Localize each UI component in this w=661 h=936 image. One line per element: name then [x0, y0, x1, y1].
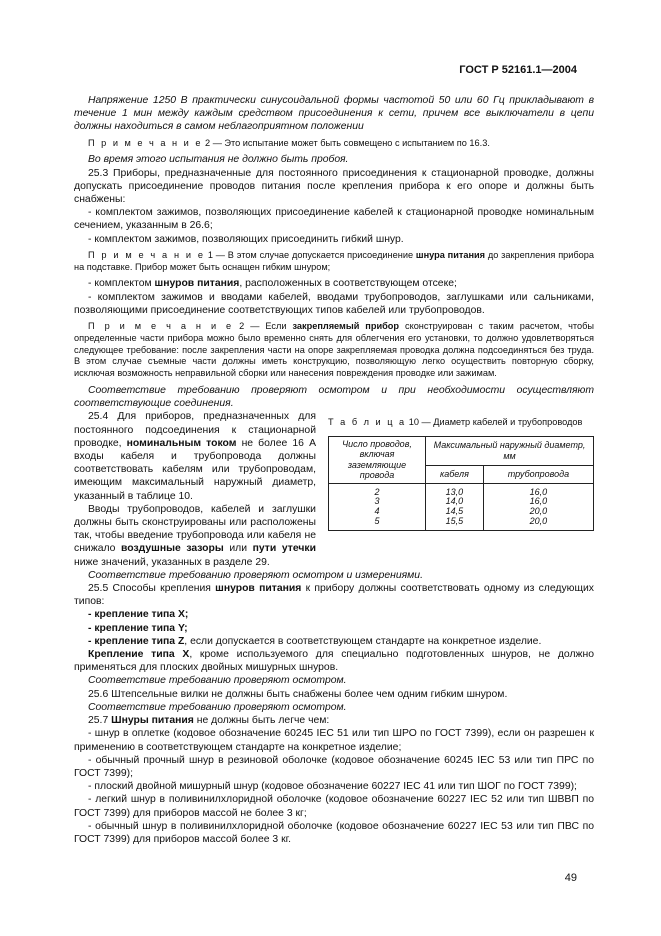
- table-10: [328, 436, 594, 531]
- note-combine-test: [74, 138, 594, 150]
- list-item-cord-compartment: - комплектом шнуров питания, расположенных в соответствующем отсеке;: [88, 278, 457, 290]
- list-item-type-z: - крепление типа Z, если допускается в соответствующем стандарте на конкретное изделие.: [88, 635, 542, 647]
- list-item-fixed-wiring: - комплектом зажимов, позволяющих присоединение кабелей к стационарной проводке номинальным сечением, указанным в 26.6;: [74, 207, 594, 232]
- section-25-4-text: [74, 410, 316, 568]
- list-item-flexible-cord: - комплектом зажимов, позволяющих присоединить гибкий шнур.: [88, 233, 404, 245]
- list-item-ordinary-pvc-cord: - обычный шнур в поливинилхлоридной оболочке (кодовое обозначение 60227 IEC 53 или тип ПВС по ГОСТ 7399) для приборов массой более 3 кг.: [74, 820, 594, 845]
- paragraph-compliance-1: Соответствие требованию проверяют осмотром.: [88, 675, 347, 687]
- note-label: П р и м е ч а н и е: [88, 137, 203, 148]
- list-item-type-y: - крепление типа Y;: [88, 622, 188, 634]
- paragraph-25-5: 25.5 Способы крепления шнуров питания к прибору должны соответствовать одному из следующих типов:: [74, 583, 594, 608]
- list-item-type-x: - крепление типа X;: [88, 609, 189, 621]
- document-id-header: ГОСТ Р 52161.1—2004: [459, 64, 577, 76]
- paragraph-25-3: 25.3 Приборы, предназначенные для постоянного присоединения к стационарной проводке, должны допускать присоединение проводов питания после крепления прибора к его опоре и должны быть снабжены:: [74, 167, 594, 206]
- page-number: 49: [564, 872, 577, 884]
- table-header-cable: кабеля: [426, 466, 484, 484]
- note-label: П р и м е ч а н и е: [88, 321, 234, 332]
- note-label: П р и м е ч а н и е: [88, 249, 205, 260]
- table-caption: Т а б л и ц а 10 — Диаметр кабелей и трубопроводов: [328, 417, 583, 428]
- paragraph-compliance-inspection: Соответствие требованию проверяют осмотром и при необходимости осуществляют соответствующие соединения.: [74, 385, 594, 410]
- list-item-light-pvc-cord: - легкий шнур в поливинилхлоридной оболочке (кодовое обозначение 60227 IEC 52 или тип ШВВП по ГОСТ 7399) для приборов массой не более 3 кг;: [74, 794, 594, 819]
- paragraph-25-7: 25.7 Шнуры питания не должны быть легче чем:: [88, 715, 330, 727]
- note-fixed-appliance: П р и м е ч а н и е 2 — Если закрепляемый прибор сконструирован с таким расчетом, чтобы определенные части прибора можно было временно снять для облегчения его установки, то должно удовлетворяться следующее требование: после закрепления части на опоре закрепляемая проводка должна подсоединяться без труда. В этом случае съемные части должны иметь конструкцию, позволяющую легко осуществить повторную сборку, исключая возможность неправильной сборки или нанесения повреждения проводке или зажимам.: [74, 321, 594, 379]
- list-item-tinsel-cord: - плоский двойной мишурный шнур (кодовое обозначение 60227 IEC 41 или тип ШОГ по ГОСТ 7399);: [88, 781, 577, 793]
- list-item-braided-cord: - шнур в оплетке (кодовое обозначение 60245 IEC 51 или тип ШРО по ГОСТ 7399), если он разрешен к применению в соответствующем стандарте на конкретное изделие;: [74, 728, 594, 753]
- section-25-4: [74, 410, 594, 568]
- paragraph-compliance-measure: Соответствие требованию проверяют осмотром и измерениями.: [88, 569, 423, 581]
- page-body: [74, 62, 594, 846]
- table-column-cable: 13,0 14,0 14,5 15,5: [426, 483, 484, 530]
- paragraph-25-4: 25.4 Для приборов, предназначенных для постоянного подсоединения к стационарной проводке, номинальным током не более 16 А входы кабеля и трубопровода должны соответствовать кабелям или трубопроводам, имеющим максимальный наружный диаметр, указанный в таблице 10.: [74, 411, 316, 502]
- table-header-wires: Число проводов, включая заземляющие провода: [329, 436, 426, 483]
- table-header-diameter: Максимальный наружный диаметр, мм: [426, 436, 594, 465]
- list-item-rubber-cord: - обычный прочный шнур в резиновой оболочке (кодовое обозначение 60245 IEC 53 или тип ПРС по ГОСТ 7399);: [74, 754, 594, 779]
- table-header-conduit: трубопровода: [483, 466, 593, 484]
- table-10-block: [328, 410, 594, 568]
- paragraph-compliance-2: Соответствие требованию проверяют осмотром.: [88, 701, 347, 713]
- paragraph-25-6: 25.6 Штепсельные вилки не должны быть снабжены более чем одним гибким шнуром.: [88, 688, 508, 700]
- list-item-cable-entries: - комплектом зажимов и вводами кабелей, вводами трубопроводов, заглушками или сальниками, позволяющими присоединение соответствующих типов кабелей или трубопроводов.: [74, 291, 594, 316]
- note-text: 2 — Это испытание может быть совмещено с испытанием по 16.3.: [205, 137, 490, 148]
- table-column-wires: 2 3 4 5: [329, 483, 426, 530]
- table-column-conduit: 16,0 16,0 20,0 20,0: [483, 483, 593, 530]
- paragraph-entries: Вводы трубопроводов, кабелей и заглушки должны быть сконструированы или расположены так, чтобы введение трубопровода или кабеля не снижало воздушные зазоры или пути утечки ниже значений, указанных в разделе 29.: [74, 503, 316, 568]
- note-supply-cord: П р и м е ч а н и е 1 — В этом случае допускается присоединение шнура питания до закрепления прибора на подставке. Прибор может быть оснащен гибким шнуром;: [74, 249, 595, 272]
- paragraph-type-x: Крепление типа X, кроме используемого для специально подготовленных шнуров, не должно применяться для плоских двойных мишурных шнуров.: [74, 649, 594, 674]
- paragraph-no-breakdown: Во время этого испытания не должно быть пробоя.: [88, 154, 349, 166]
- paragraph-voltage-test: Напряжение 1250 В практически синусоидальной формы частотой 50 или 60 Гц прикладывают в течение 1 мин между каждым средством присоединения к сети, причем все выключатели в цепи должны находиться в самом неблагоприятном положении: [74, 95, 594, 133]
